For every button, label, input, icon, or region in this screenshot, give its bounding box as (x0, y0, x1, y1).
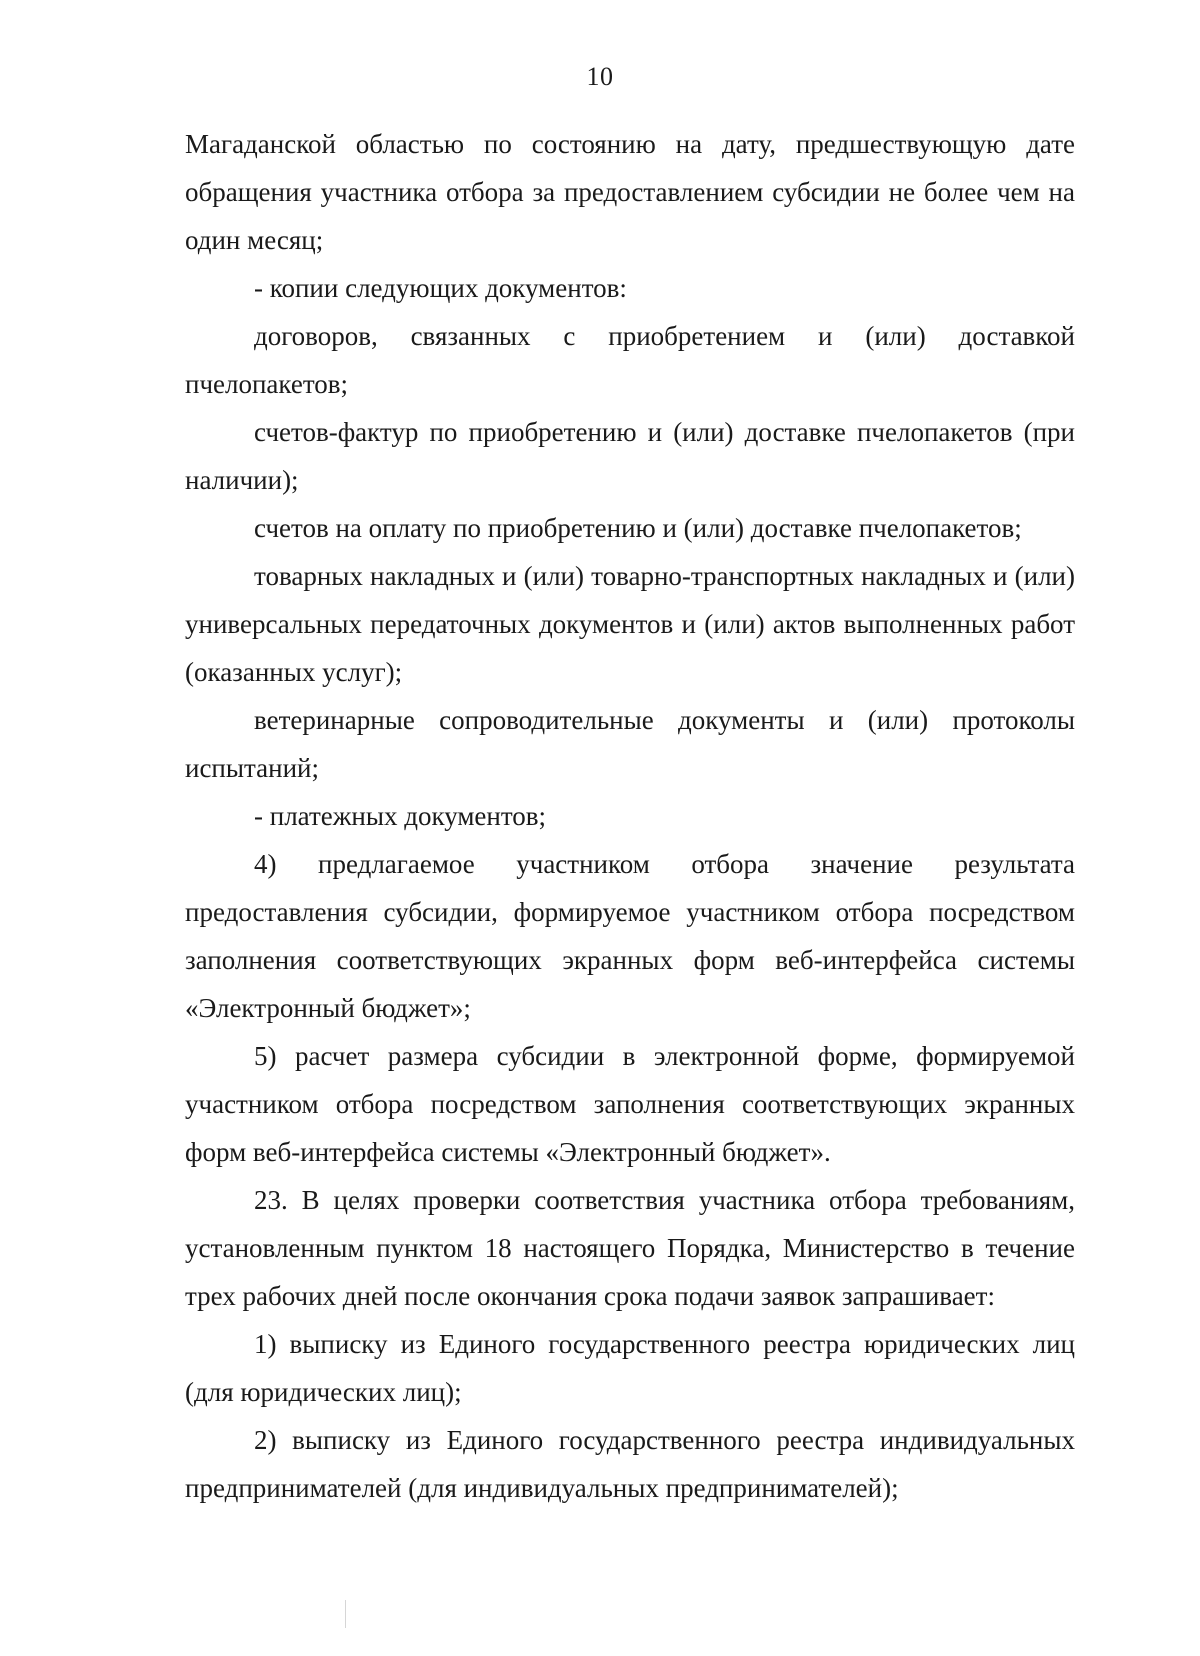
paragraph-waybills: товарных накладных и (или) товарно-транспортных накладных и (или) универсальных передаточных документов и (или) актов выполненных работ (оказанных услуг); (185, 561, 1075, 687)
paragraph-request-1: 1) выписку из Единого государственного реестра юридических лиц (для юридических лиц); (185, 1329, 1075, 1407)
paragraph-payment-bills: счетов на оплату по приобретению и (или) доставке пчелопакетов; (254, 513, 1022, 543)
paragraph-request-2: 2) выписку из Единого государственного реестра индивидуальных предпринимателей (для индивидуальных предпринимателей); (185, 1425, 1075, 1503)
scan-artifact-line (345, 1600, 346, 1628)
document-body (185, 120, 1075, 1512)
paragraph-section-23: 23. В целях проверки соответствия участника отбора требованиям, установленным пунктом 18 настоящего Порядка, Министерство в течение трех рабочих дней после окончания срока подачи заявок запрашивает: (185, 1185, 1075, 1311)
paragraph-contracts: договоров, связанных с приобретением и (или) доставкой пчелопакетов; (185, 321, 1075, 399)
paragraph-item-4: 4) предлагаемое участником отбора значение результата предоставления субсидии, формируемое участником отбора посредством заполнения соответствующих экранных форм веб-интерфейса системы «Электронный бюджет»; (185, 849, 1075, 1023)
page-number: 10 (586, 62, 614, 91)
paragraph-payment-docs: - платежных документов; (254, 801, 547, 831)
paragraph-copies-heading: - копии следующих документов: (254, 273, 627, 303)
paragraph-continuation: Магаданской областью по состоянию на дату, предшествующую дате обращения участника отбора за предоставлением субсидии не более чем на один месяц; (185, 129, 1075, 255)
paragraph-veterinary-docs: ветеринарные сопроводительные документы и (или) протоколы испытаний; (185, 705, 1075, 783)
paragraph-item-5: 5) расчет размера субсидии в электронной форме, формируемой участником отбора посредством заполнения соответствующих экранных форм веб-интерфейса системы «Электронный бюджет». (185, 1041, 1075, 1167)
paragraph-invoices: счетов-фактур по приобретению и (или) доставке пчелопакетов (при наличии); (185, 417, 1075, 495)
